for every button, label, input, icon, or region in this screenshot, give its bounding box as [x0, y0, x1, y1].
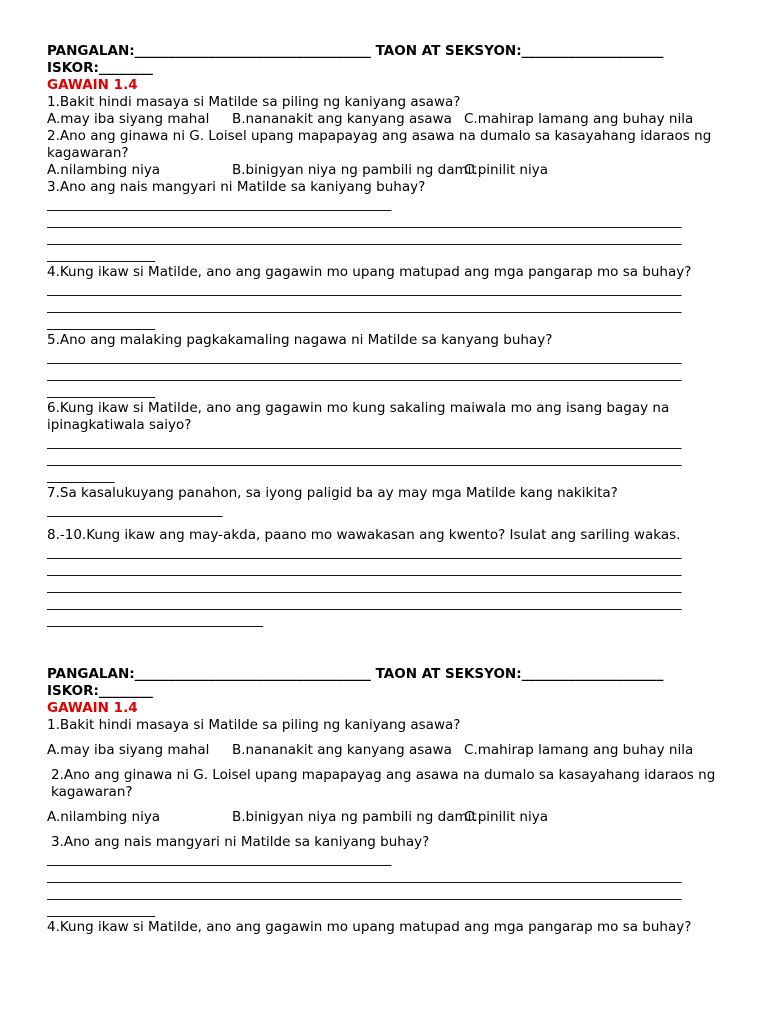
option-a[interactable]: A.nilambing niya: [47, 162, 161, 178]
name-section-header[interactable]: PANGALAN:___________________________________ TAON AT SEKSYON:_____________________: [47, 666, 664, 682]
question-2-options: [47, 162, 722, 179]
question-3: 3.Ano ang nais mangyari ni Matilde sa kaniyang buhay?: [47, 179, 426, 195]
option-c[interactable]: C.pinilit niya: [464, 162, 548, 178]
question-3: 3.Ano ang nais mangyari ni Matilde sa kaniyang buhay?: [51, 834, 430, 850]
activity-title: GAWAIN 1.4: [47, 77, 138, 93]
answer-line[interactable]: ________________________________: [47, 612, 263, 628]
answer-line[interactable]: ________________: [47, 902, 155, 918]
option-b[interactable]: B.nananakit ang kanyang asawa: [232, 742, 452, 758]
answer-line[interactable]: ______________________________________________________________________________________________: [47, 595, 682, 611]
question-6: 6.Kung ikaw si Matilde, ano ang gagawin mo kung sakaling maiwala mo ang isang bagay na ipinagkatiwala saiyo?: [47, 400, 670, 433]
activity-title: GAWAIN 1.4: [47, 700, 138, 716]
score-field[interactable]: ISKOR:________: [47, 60, 153, 76]
worksheet-copy-1: [47, 43, 722, 629]
question-2: 2.Ano ang ginawa ni G. Loisel upang mapapayag ang asawa na dumalo sa kasayahang idaraos ng kagawaran?: [51, 767, 716, 800]
name-section-header[interactable]: PANGALAN:___________________________________ TAON AT SEKSYON:_____________________: [47, 43, 664, 59]
answer-line[interactable]: __________: [47, 468, 115, 484]
question-1: 1.Bakit hindi masaya si Matilde sa piling ng kaniyang asawa?: [47, 717, 461, 733]
option-a[interactable]: A.may iba siyang mahal: [47, 111, 210, 127]
answer-line[interactable]: ______________________________________________________________________________________________: [47, 578, 682, 594]
answer-line[interactable]: ______________________________________________________________________________________________: [47, 451, 682, 467]
answer-line[interactable]: ______________________________________________________________________________________________: [47, 561, 682, 577]
question-7: 7.Sa kasalukuyang panahon, sa iyong paligid ba ay may mga Matilde kang nakikita?: [47, 485, 618, 501]
answer-line[interactable]: ___________________________________________________: [47, 851, 392, 867]
answer-line[interactable]: ______________________________________________________________________________________________: [47, 213, 682, 229]
answer-line[interactable]: ______________________________________________________________________________________________: [47, 366, 682, 382]
question-2: 2.Ano ang ginawa ni G. Loisel upang mapapayag ang asawa na dumalo sa kasayahang idaraos ng kagawaran?: [47, 128, 712, 161]
answer-line[interactable]: ______________________________________________________________________________________________: [47, 544, 682, 560]
question-1-options: [47, 742, 722, 759]
option-a[interactable]: A.nilambing niya: [47, 809, 161, 825]
answer-line[interactable]: ______________________________________________________________________________________________: [47, 230, 682, 246]
option-b[interactable]: B.binigyan niya ng pambili ng damit: [232, 162, 477, 178]
score-field[interactable]: ISKOR:________: [47, 683, 153, 699]
question-8-10: 8.-10.Kung ikaw ang may-akda, paano mo wawakasan ang kwento? Isulat ang sariling wakas.: [47, 527, 681, 543]
question-4: 4.Kung ikaw si Matilde, ano ang gagawin mo upang matupad ang mga pangarap mo sa buhay?: [47, 919, 692, 935]
option-c[interactable]: C.mahirap lamang ang buhay nila: [464, 742, 694, 758]
question-2-options: [47, 809, 722, 826]
answer-line[interactable]: ______________________________________________________________________________________________: [47, 434, 682, 450]
answer-line[interactable]: ______________________________________________________________________________________________: [47, 885, 682, 901]
question-1: 1.Bakit hindi masaya si Matilde sa piling ng kaniyang asawa?: [47, 94, 461, 110]
answer-line[interactable]: ________________: [47, 247, 155, 263]
answer-line[interactable]: ________________: [47, 315, 155, 331]
option-b[interactable]: B.binigyan niya ng pambili ng damit: [232, 809, 477, 825]
option-a[interactable]: A.may iba siyang mahal: [47, 742, 210, 758]
worksheet-copy-2: [47, 666, 722, 936]
answer-line[interactable]: ______________________________________________________________________________________________: [47, 868, 682, 884]
option-c[interactable]: C.pinilit niya: [464, 809, 548, 825]
answer-line[interactable]: ______________________________________________________________________________________________: [47, 298, 682, 314]
question-5: 5.Ano ang malaking pagkakamaling nagawa ni Matilde sa kanyang buhay?: [47, 332, 553, 348]
answer-line[interactable]: ______________________________________________________________________________________________: [47, 281, 682, 297]
answer-line[interactable]: ___________________________________________________: [47, 196, 392, 212]
answer-line[interactable]: __________________________: [47, 502, 223, 518]
option-c[interactable]: C.mahirap lamang ang buhay nila: [464, 111, 694, 127]
option-b[interactable]: B.nananakit ang kanyang asawa: [232, 111, 452, 127]
answer-line[interactable]: ______________________________________________________________________________________________: [47, 349, 682, 365]
question-1-options: [47, 111, 722, 128]
question-4: 4.Kung ikaw si Matilde, ano ang gagawin mo upang matupad ang mga pangarap mo sa buhay?: [47, 264, 692, 280]
answer-line[interactable]: ________________: [47, 383, 155, 399]
